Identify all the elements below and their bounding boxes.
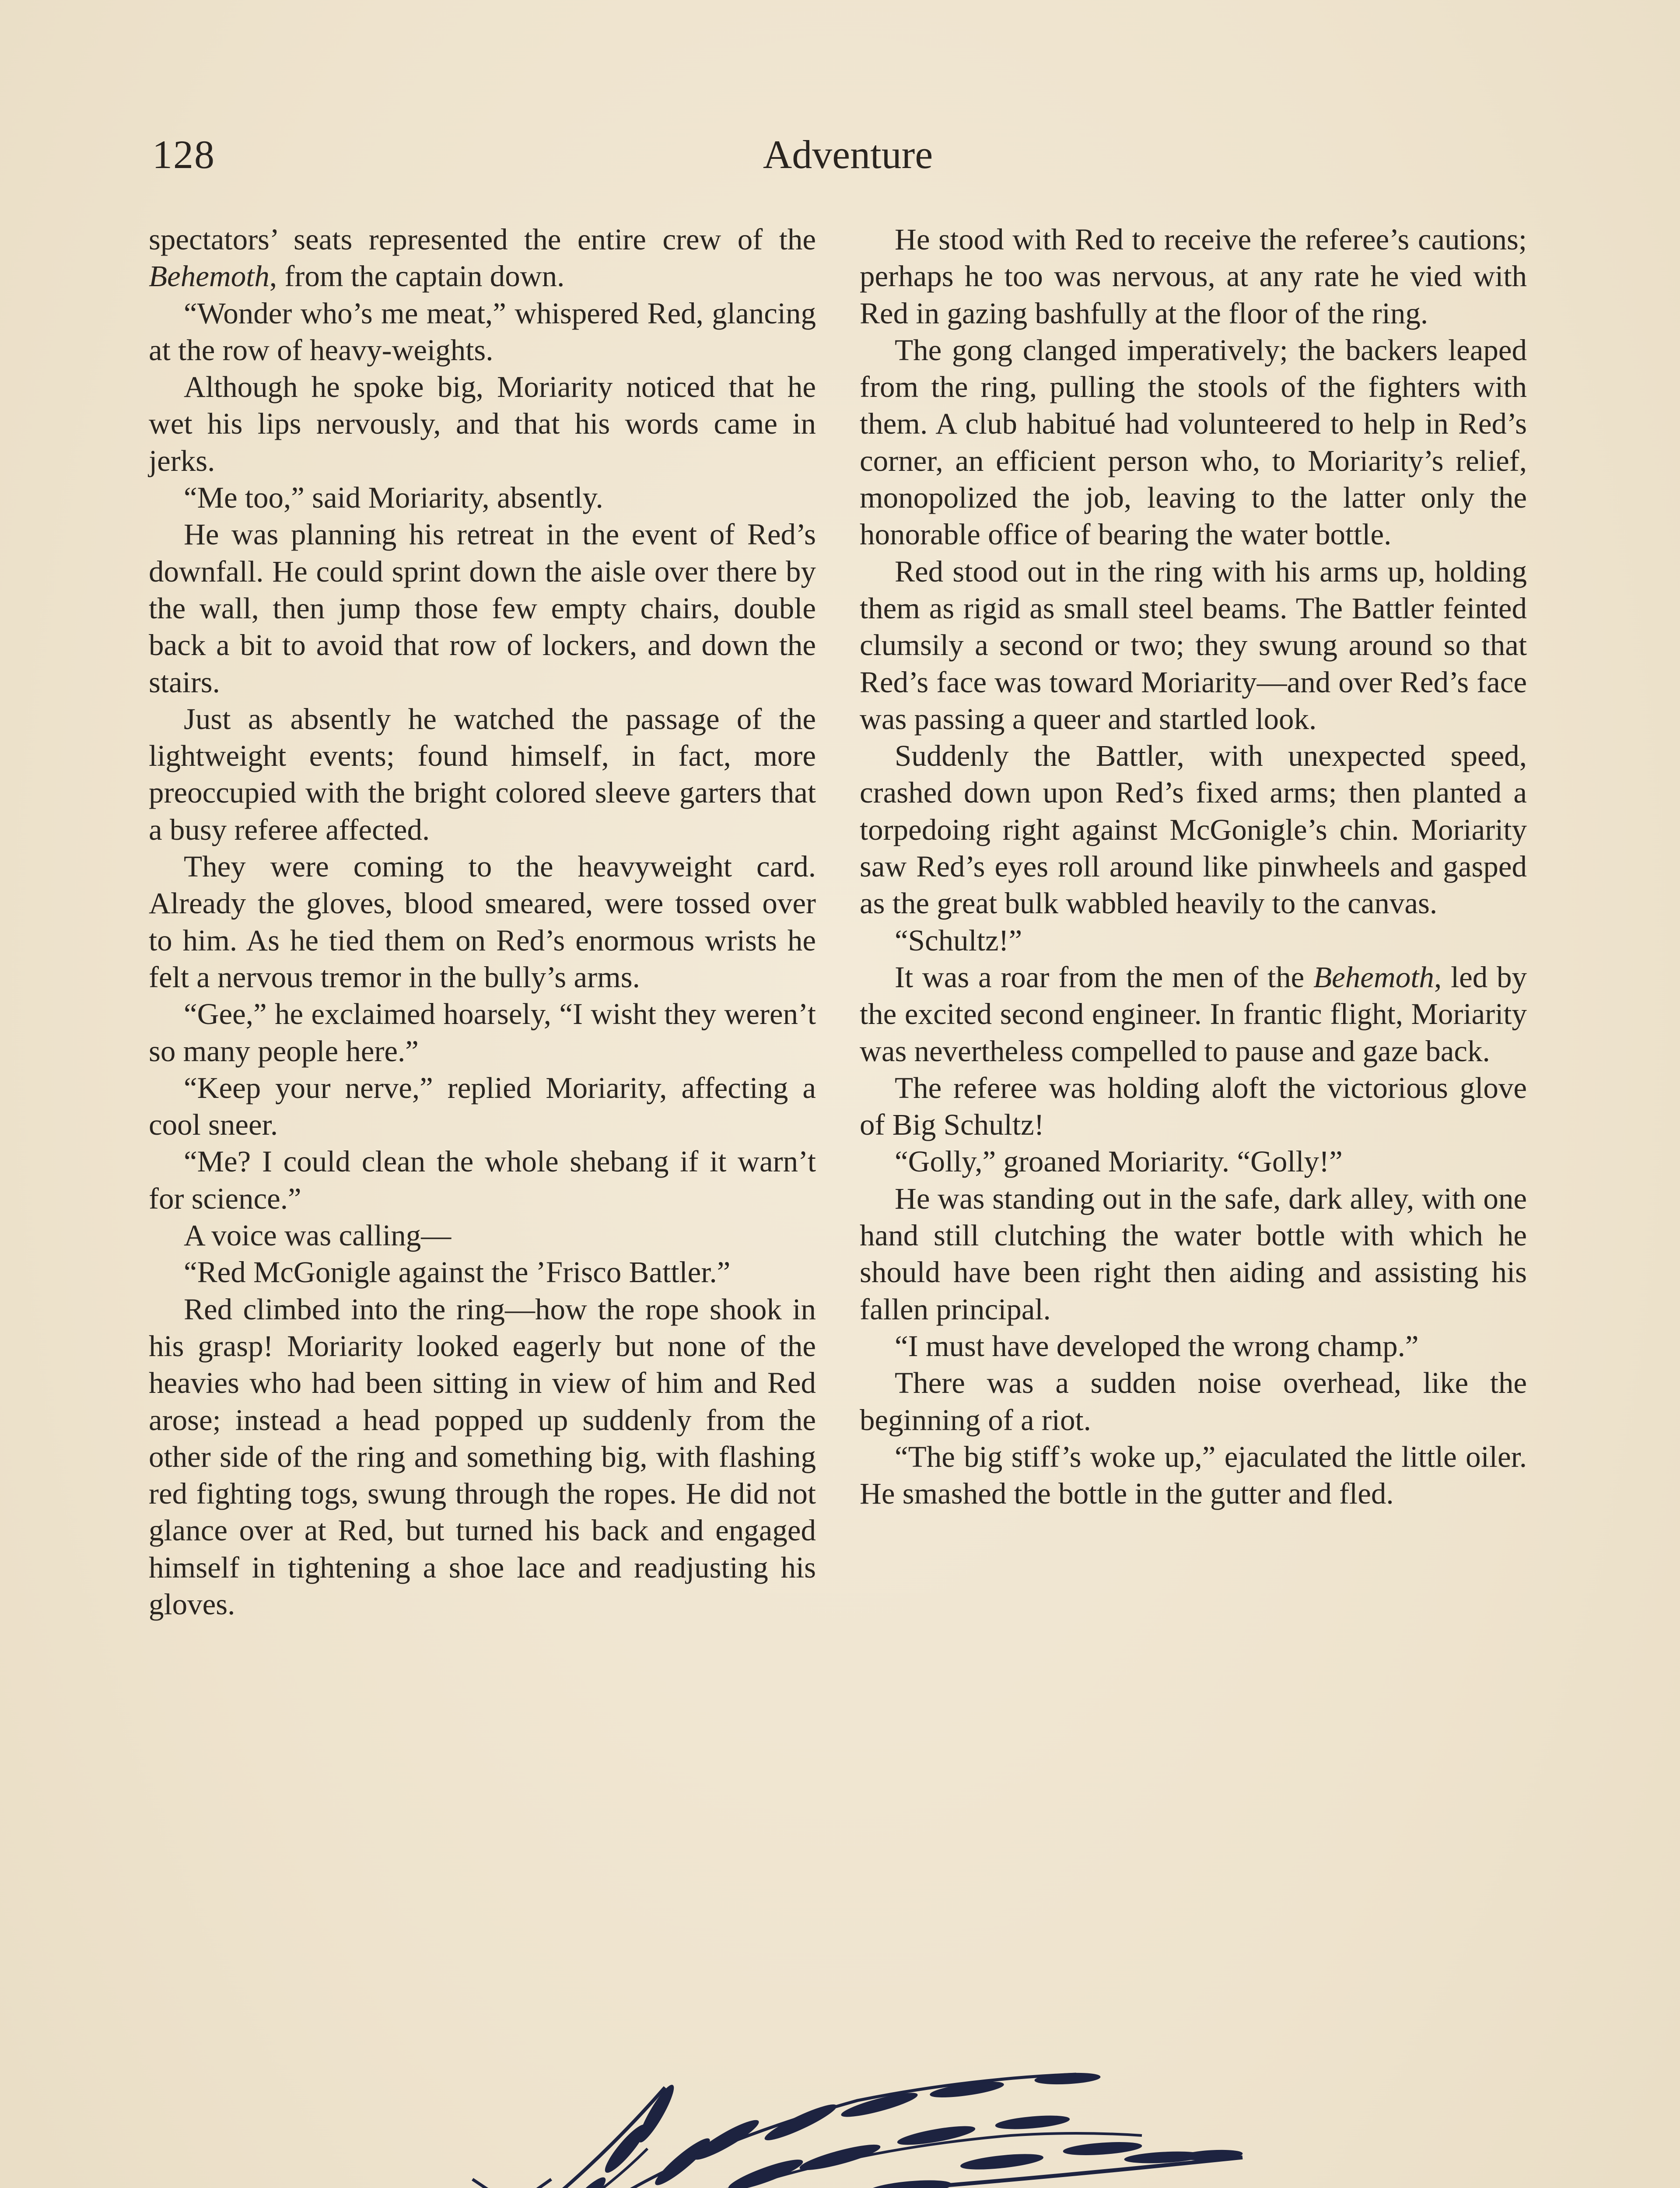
willow-branch-ornament-icon [420, 2048, 1251, 2188]
paragraph: It was a roar from the men of the Behemoth, led by the excited second engineer. In frantic flight, Moriarity was nevertheless compelled to pause and gaze back. [860, 960, 1527, 1068]
right-column [860, 221, 1527, 1512]
paragraph: “Keep your nerve,” replied Moriarity, affecting a cool sneer. [149, 1071, 816, 1142]
paragraph: There was a sudden noise overhead, like the beginning of a riot. [860, 1366, 1527, 1437]
paragraph: spectators’ seats represented the entire crew of the Behemoth, from the captain down. [149, 223, 816, 293]
paragraph: Just as absently he watched the passage of the lightweight events; found himself, in fact, more preoccupied with the bright colored sleeve garters that a busy referee affected. [149, 702, 816, 846]
paragraph: “Red McGonigle against the ’Frisco Battler.” [184, 1255, 731, 1289]
paragraph: Suddenly the Battler, with unexpected speed, crashed down upon Red’s fixed arms; then planted a torpedoing right against McGonigle’s chin. Moriarity saw Red’s eyes roll around like pinwheels and gasped as the great bulk wabbled heavily to the canvas. [860, 739, 1527, 920]
paragraph: “Gee,” he exclaimed hoarsely, “I wisht they weren’t so many people here.” [149, 997, 816, 1068]
paragraph: Red stood out in the ring with his arms up, holding them as rigid as small steel beams. The Battler feinted clumsily a second or two; they swung around so that Red’s face was toward Moriarity—and over Red’s face was passing a queer and startled look. [860, 554, 1527, 736]
paragraph: Although he spoke big, Moriarity noticed that he wet his lips nervously, and that his words came in jerks. [149, 370, 816, 477]
paragraph: “The big stiff’s woke up,” ejaculated the little oiler. He smashed the bottle in the gutter and fled. [860, 1440, 1527, 1511]
page-header [152, 131, 1544, 184]
paragraph: The gong clanged imperatively; the backers leaped from the ring, pulling the stools of the fighters with them. A club habitué had volunteered to help in Red’s corner, an efficient person who, to Moriarity’s relief, monopolized the job, leaving to the latter only the honorable office of bearing the water bottle. [860, 333, 1527, 551]
paragraph: “Schultz!” [895, 923, 1022, 957]
paragraph: “Me? I could clean the whole shebang if it warn’t for science.” [149, 1145, 816, 1215]
paragraph: Red climbed into the ring—how the rope shook in his grasp! Moriarity looked eagerly but none of the heavies who had been sitting in view of him and Red arose; instead a head popped up suddenly from the other side of the ring and something big, with flashing red fighting togs, swung through the ropes. He did not glance over at Red, but turned his back and engaged himself in tightening a shoe lace and readjusting his gloves. [149, 1292, 816, 1621]
paragraph: The referee was holding aloft the victorious glove of Big Schultz! [860, 1071, 1527, 1142]
running-title: Adventure [763, 132, 933, 177]
paragraph: They were coming to the heavyweight card. Already the gloves, blood smeared, were tossed over to him. As he tied them on Red’s enormous wrists he felt a nervous tremor in the bully’s arms. [149, 850, 816, 994]
paragraph: “Wonder who’s me meat,” whispered Red, glancing at the row of heavy-weights. [149, 296, 816, 367]
page-number: 128 [152, 132, 215, 177]
paragraph: He was planning his retreat in the event of Red’s downfall. He could sprint down the aisle over there by the wall, then jump those few empty chairs, double back a bit to avoid that row of lockers, and down the stairs. [149, 518, 816, 699]
paragraph: “I must have developed the wrong champ.” [895, 1329, 1419, 1363]
paragraph: “Me too,” said Moriarity, absently. [184, 481, 603, 515]
paragraph: He was standing out in the safe, dark alley, with one hand still clutching the water bottle with which he should have been right then aiding and assisting his fallen principal. [860, 1182, 1527, 1326]
paragraph: “Golly,” groaned Moriarity. “Golly!” [895, 1145, 1343, 1178]
paragraph: He stood with Red to receive the referee’s cautions; perhaps he too was nervous, at any rate he vied with Red in gazing bashfully at the floor of the ring. [860, 223, 1527, 330]
paragraph: A voice was calling— [184, 1219, 452, 1252]
left-column [149, 221, 816, 1623]
